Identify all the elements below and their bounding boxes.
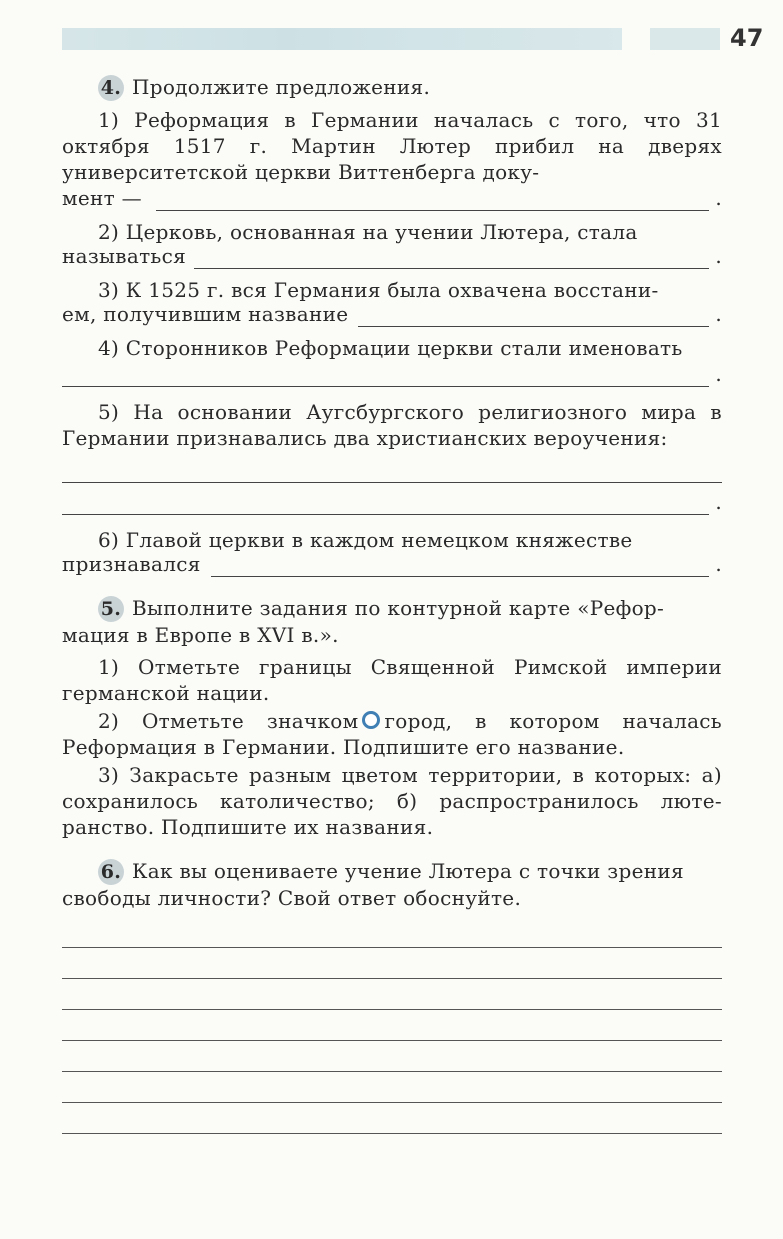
task-4-item-5-answer-2[interactable] xyxy=(62,487,722,515)
task-4-item-3 xyxy=(62,277,722,303)
answer-line[interactable] xyxy=(62,948,722,979)
answer-line[interactable] xyxy=(62,1041,722,1072)
answer-line[interactable] xyxy=(62,370,709,387)
task-4-item-2 xyxy=(62,219,722,245)
task-6-answer-area[interactable] xyxy=(62,917,722,1134)
task-6-heading xyxy=(62,858,722,885)
task-5-title-continued: мация в Европе в XVI в.». xyxy=(62,623,339,647)
task-4-item-6 xyxy=(62,527,722,553)
answer-line[interactable] xyxy=(62,1010,722,1041)
task-4-item-6-answer[interactable] xyxy=(62,549,722,577)
task-4-item-2-answer[interactable] xyxy=(62,241,722,269)
header-band-right xyxy=(650,28,720,50)
item-tail: называться xyxy=(62,244,187,268)
task-6 xyxy=(62,858,722,1134)
workbook-content xyxy=(62,66,722,1134)
item-text: 3) Закрасьте разным цветом территории, в которых: xyxy=(98,763,692,787)
answer-line[interactable] xyxy=(358,310,709,327)
task-4-number-badge: 4. xyxy=(98,75,124,101)
task-5-item-1 xyxy=(62,654,722,706)
end-dot: . xyxy=(715,362,722,386)
end-dot: . xyxy=(715,490,722,514)
answer-line[interactable] xyxy=(62,498,709,515)
task-4-item-3-answer[interactable] xyxy=(62,299,722,327)
task-4-item-1-answer[interactable] xyxy=(62,183,722,211)
answer-line[interactable] xyxy=(62,466,722,483)
item-text: а) сохранилось католичество; б) распространилось люте- xyxy=(62,763,722,813)
task-5-title: Выполните задания по контурной карте «Рефор- xyxy=(132,596,665,620)
end-dot: . xyxy=(715,186,722,210)
item-text: 1) Реформация в Германии началась с того, xyxy=(98,108,629,132)
header-band xyxy=(62,28,622,50)
answer-line[interactable] xyxy=(194,252,709,269)
task-6-title-continued: свободы личности? Свой ответ обоснуйте. xyxy=(62,886,522,910)
task-4-item-4-answer[interactable] xyxy=(62,359,722,387)
item-text: Реформация в Германии. Подпишите его название. xyxy=(62,735,625,759)
task-4-item-4 xyxy=(62,335,722,361)
item-text: 3) К 1525 г. вся Германия была охвачена восстани- xyxy=(98,278,659,302)
item-tail: признавался xyxy=(62,552,201,576)
page-number: 47 xyxy=(730,24,764,52)
answer-line[interactable] xyxy=(62,1103,722,1134)
task-4-item-5-answer-1[interactable] xyxy=(62,455,722,483)
task-5 xyxy=(62,595,722,840)
item-text: Германии признавались два христианских вероучения: xyxy=(62,426,668,450)
task-5-item-2 xyxy=(62,708,722,760)
task-4 xyxy=(62,74,722,577)
task-5-heading xyxy=(62,595,722,622)
answer-line[interactable] xyxy=(211,560,710,577)
task-4-item-5 xyxy=(62,399,722,451)
task-6-title: Как вы оцениваете учение Лютера с точки зрения xyxy=(132,859,684,883)
item-text: 2) Церковь, основанная на учении Лютера, стала xyxy=(98,220,638,244)
item-text: 5) На основании Аугсбургского религиозного мира в xyxy=(98,400,722,424)
item-text: 1) Отметьте границы Священной Римской империи xyxy=(98,655,722,679)
item-text: город, в котором началась xyxy=(384,709,722,733)
answer-line[interactable] xyxy=(156,194,709,211)
item-text: 4) Сторонников Реформации церкви стали именовать xyxy=(98,336,683,360)
end-dot: . xyxy=(715,244,722,268)
task-6-number-badge: 6. xyxy=(98,859,124,885)
item-text: германской нации. xyxy=(62,681,270,705)
task-5-number-badge: 5. xyxy=(98,596,124,622)
answer-line[interactable] xyxy=(62,1072,722,1103)
end-dot: . xyxy=(715,552,722,576)
end-dot: . xyxy=(715,302,722,326)
task-5-item-3 xyxy=(62,762,722,840)
item-text: 2) Отметьте значком xyxy=(98,709,359,733)
item-text: что 31 октября 1517 г. Мартин Лютер прибил на дверях университетской церкви Виттенберга доку- xyxy=(62,108,723,184)
item-tail: ем, получившим название xyxy=(62,302,349,326)
task-4-item-1 xyxy=(62,107,722,185)
answer-line[interactable] xyxy=(62,979,722,1010)
task-4-heading xyxy=(62,74,722,101)
item-text: ранство. Подпишите их названия. xyxy=(62,815,434,839)
item-tail: мент — xyxy=(62,186,142,210)
city-marker-icon xyxy=(362,711,380,729)
item-text: 6) Главой церкви в каждом немецком княжестве xyxy=(98,528,633,552)
task-4-title: Продолжите предложения. xyxy=(132,75,431,99)
answer-line[interactable] xyxy=(62,917,722,948)
